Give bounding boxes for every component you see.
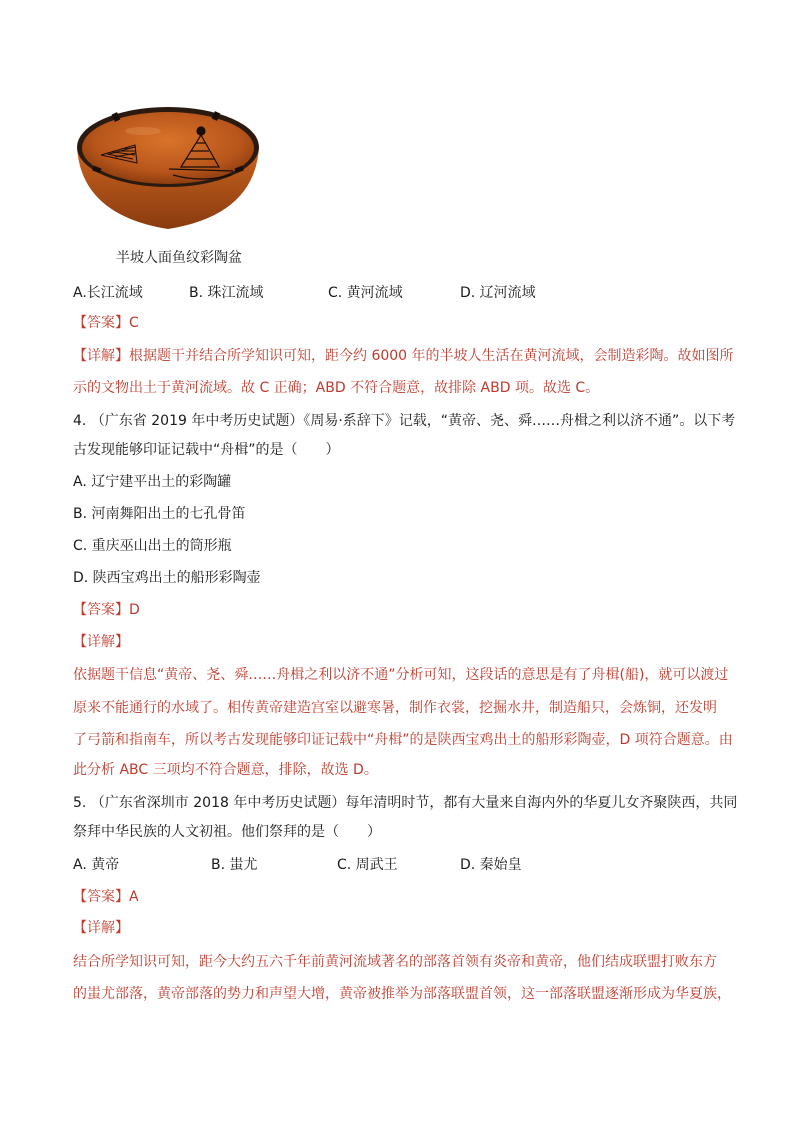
q4-option-a: A. 辽宁建平出土的彩陶罐 xyxy=(73,474,232,490)
q4-option-d: D. 陕西宝鸡出土的船形彩陶壶 xyxy=(73,570,261,586)
answer-label: 【答案】 xyxy=(73,602,129,618)
q3-option-c: C. 黄河流域 xyxy=(328,285,403,301)
q5-option-c: C. 周武王 xyxy=(337,857,398,873)
figure-caption: 半坡人面鱼纹彩陶盆 xyxy=(116,250,242,266)
q4-option-b: B. 河南舞阳出土的七孔骨笛 xyxy=(73,506,246,522)
q3-detail-line-2: 示的文物出土于黄河流域。故 C 正确；ABD 不符合题意，故排除 ABD 项。故选 C。 xyxy=(73,380,600,396)
answer-label: 【答案】 xyxy=(73,315,129,331)
q5-option-b: B. 蚩尤 xyxy=(211,857,258,873)
q4-stem-line-1: 4. （广东省 2019 年中考历史试题）《周易·系辞下》记载，“黄帝、尧、舜……舟楫之利以济不通”。以下考 xyxy=(73,413,736,429)
answer-label: 【答案】 xyxy=(73,889,129,905)
q4-option-c: C. 重庆巫山出土的筒形瓶 xyxy=(73,538,232,554)
q5-stem-line-2: 祭拜中华民族的人文初祖。他们祭拜的是（ ） xyxy=(73,824,381,840)
q4-answer xyxy=(73,600,733,620)
q4-detail-label: 【详解】 xyxy=(73,634,129,650)
q5-detail-label: 【详解】 xyxy=(73,920,129,936)
q5-detail-line-1: 结合所学知识可知，距今大约五六千年前黄河流域著名的部落首领有炎帝和黄帝，他们结成联盟打败东方 xyxy=(73,954,717,970)
q3-answer xyxy=(73,313,733,333)
q3-option-b: B. 珠江流域 xyxy=(189,285,264,301)
q4-detail-line-2: 原来不能通行的水域了。相传黄帝建造宫室以避寒暑，制作衣裳，挖掘水井，制造船只，会炼铜，还发明 xyxy=(73,700,717,716)
pottery-bowl-illustration xyxy=(73,97,263,237)
q4-detail-line-3: 了弓箭和指南车，所以考古发现能够印证记载中“舟楫”的是陕西宝鸡出土的船形彩陶壶，D 项符合题意。由 xyxy=(73,732,733,748)
q5-stem-line-1: 5. （广东省深圳市 2018 年中考历史试题）每年清明时节，都有大量来自海内外的华夏儿女齐聚陕西，共同 xyxy=(73,795,738,811)
detail-label: 【详解】 xyxy=(73,348,129,364)
q4-stem-line-2: 古发现能够印证记载中“舟楫”的是（ ） xyxy=(73,442,340,458)
q3-option-a: A.长江流域 xyxy=(73,285,143,301)
detail-text: 根据题干并结合所学知识可知，距今约 6000 年的半坡人生活在黄河流域，会制造彩陶。故如图所 xyxy=(129,348,734,364)
answer-value: D xyxy=(129,602,140,618)
q5-detail-line-2: 的蚩尤部落，黄帝部落的势力和声望大增，黄帝被推举为部落联盟首领，这一部落联盟逐渐形成为华夏族， xyxy=(73,986,731,1002)
q4-detail-line-4: 此分析 ABC 三项均不符合题意，排除，故选 D。 xyxy=(73,762,378,778)
pottery-bowl-image xyxy=(73,97,263,237)
q4-detail-line-1: 依据题干信息“黄帝、尧、舜……舟楫之利以济不通”分析可知，这段话的意思是有了舟楫(船)，就可以渡过 xyxy=(73,667,729,683)
answer-value: A xyxy=(129,889,139,905)
q3-detail-line-1 xyxy=(73,346,733,366)
q5-option-d: D. 秦始皇 xyxy=(460,857,522,873)
q5-option-a: A. 黄帝 xyxy=(73,857,120,873)
q5-answer xyxy=(73,887,733,907)
q3-option-d: D. 辽河流域 xyxy=(460,285,536,301)
answer-value: C xyxy=(129,315,139,331)
